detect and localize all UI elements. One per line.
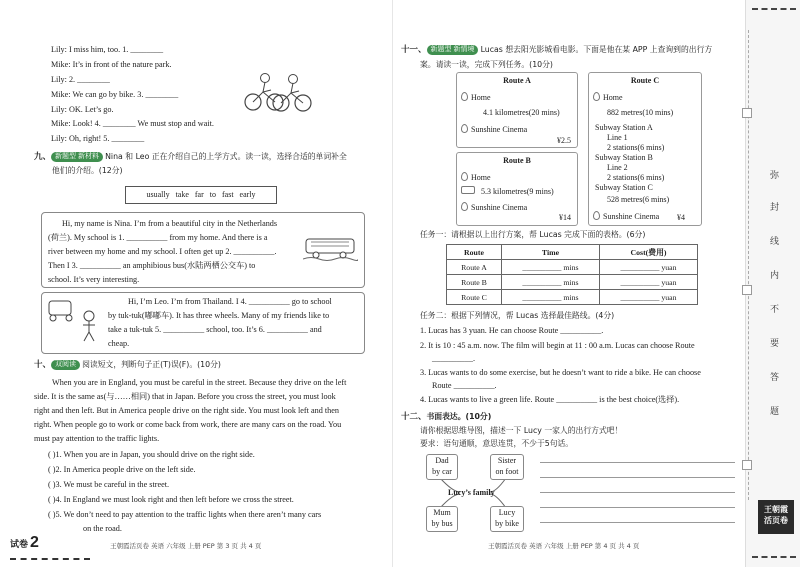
writing-line [540,507,735,508]
dialogue-line-5: Lily: OK. Let’s go. [51,105,114,114]
binding-hole [742,285,752,295]
nina-line-3: river between my home and my school. I often get up 2. __________. [48,247,277,256]
seal-char: 不 [770,305,780,315]
right-page [398,0,743,567]
dialogue-line-1: Lily: I miss him, too. 1. ________ [51,45,164,54]
seal-char: 内 [770,271,780,281]
table-row: Route B __________ mins __________ yuan [447,275,698,290]
table-row: Route C __________ mins __________ yuan [447,290,698,305]
seal-char: 弥 [770,171,780,181]
passage-line-2: side. It is the same as(与……相同) that in Japan. Before you cross the street, you must look [34,392,336,401]
task-1: 任务一：请根据以上出行方案，帮 Lucas 完成下面的表格。(6分) [420,230,646,239]
section-11-title-2: 案。请读一读，完成下列任务。(10分) [420,60,553,69]
mind-node-sister: Sister on foot [490,454,524,480]
route-c-card: Route C Home 882 metres(10 mins) Subway Station A Line 1 2 stations(6 mins) Subway Station B Line 2 2 stations(6 mins) Subway Station C 528 metres(6 mins) Sunshine Cinema ¥4 [588,72,702,226]
question-4: 4. Lucas wants to live a green life. Route __________ is the best choice(选择). [420,395,680,404]
nina-line-5: school. It’s very interesting. [48,275,140,284]
section-10-title: 十、 双阅读 阅读短文，判断句子正(T)误(F)。(10分) [34,359,221,369]
tuk-tuk-icon [45,298,77,324]
table-row: Route A __________ mins __________ yuan [447,260,698,275]
question-3: 3. Lucas wants to do some exercise, but he doesn’t want to ride a bike. He can choose [420,368,701,377]
fold-line [392,0,393,567]
nina-line-2: (荷兰). My school is 1. __________ from my home. And there is a [48,233,268,242]
leo-line-2: by tuk-tuk(嘟嘟车). It has three wheels. Many of my friends like to [108,311,330,320]
section-12-line-1: 请你根据思维导图，描述一下 Lucy 一家人的出行方式吧！ [420,426,623,435]
leo-line-1: Hi, I’m Leo. I’m from Thailand. I 4. __________ go to school [128,297,332,306]
tf-item-2: ( )2. In America people drive on the left side. [48,465,196,474]
writing-line [540,492,735,493]
car-icon [461,186,475,194]
tf-item-3: ( )3. We must be careful in the street. [48,480,170,489]
home-pin-icon [593,92,600,101]
binding-hole [742,460,752,470]
dialogue-line-4: Mike: We can go by bike. 3. ________ [51,90,179,99]
tf-item-4: ( )4. In England we must look right and then left before we cross the street. [48,495,294,504]
dialogue-line-3: Lily: 2. ________ [51,75,110,84]
passage-line-3: right and then left. But in America people drive on the right side. You must look left and then [34,406,339,415]
amphibious-bus-icon [303,234,358,262]
seal-char: 答 [770,373,780,383]
nina-line-1: Hi, my name is Nina. I’m from a beautiful city in the Netherlands [62,219,278,228]
table-header: Time [501,245,599,260]
table-header: Route [447,245,502,260]
boy-icon [80,310,98,342]
binding-dashed-line [748,30,749,500]
word-bank: usually take far to fast early [125,186,277,204]
strip-dashes-top [752,8,796,10]
mind-node-mum: Mum by bus [426,506,458,532]
section-9-title-2: 他们的介绍。(12分) [52,166,123,175]
seal-char: 线 [770,237,780,247]
question-1: 1. Lucas has 3 yuan. He can choose Route __________. [420,326,604,335]
mind-node-lucy: Lucy by bike [490,506,524,532]
section-12-title: 十二、书面表达。(10分) [401,411,492,421]
leo-line-3: take a tuk-tuk 5. __________ school, too. It’s 6. __________ and [108,325,322,334]
cinema-pin-icon [593,211,600,220]
section-11-title: 十一、 新题型 新情境 Lucas 想去阳光影城看电影。下面是他在某 APP 上查询到的出行方 [401,44,713,54]
passage-line-4: right. When people go to work or come back from work, there are many cars on the road. You [34,420,342,429]
question-2: 2. It is 10 : 45 a.m. now. The film will begin at 11 : 00 a.m. Lucas can choose Route [420,341,695,350]
cinema-pin-icon [461,124,468,133]
seal-char: 封 [770,203,780,213]
leo-line-4: cheap. [108,339,130,348]
route-a-card: Route A Home 4.1 kilometres(20 mins) Sunshine Cinema ¥2.5 [456,72,578,148]
route-b-card: Route B Home 5.3 kilometres(9 mins) Sunshine Cinema ¥14 [456,152,578,226]
dialogue-line-7: Lily: Oh, right! 5. ________ [51,134,145,143]
dialogue-line-6: Mike: Look! 4. ________ We must stop and wait. [51,119,214,128]
home-pin-icon [461,92,468,101]
dialogue-line-2: Mike: It’s in front of the nature park. [51,60,172,69]
footer-dashes-left [10,558,90,560]
writing-line [540,462,735,463]
passage-line-1: When you are in England, you must be careful in the street. Because they drive on the left [52,378,347,387]
question-2-cont: __________. [432,354,475,363]
brand-logo: 王朝霞 活页卷 [758,500,794,534]
mind-center: Lucy’s family [448,488,495,497]
task-2: 任务二：根据下列情况，帮 Lucas 选择最佳路线。(4分) [420,311,615,320]
mind-node-dad: Dad by car [426,454,458,480]
passage-line-5: must pay attention to the traffic lights. [34,434,160,443]
seal-char: 要 [770,339,780,349]
nina-line-4: Then I 3. __________ an amphibious bus(水陆两栖公交车) to [48,261,256,270]
footer-paper-label: 试卷 2 [10,534,39,551]
tf-item-5-cont: on the road. [83,524,122,533]
table-header: Cost(费用) [599,245,697,260]
question-3-cont: Route __________. [432,381,497,390]
writing-line [540,477,735,478]
binding-hole [742,108,752,118]
binding-strip [745,0,800,567]
seal-char: 题 [770,407,780,417]
cyclists-illustration [243,70,313,112]
section-9-title: 九、 新题型 新材料 Nina 和 Leo 正在介绍自己的上学方式。读一读，选择合适的单词补全 [34,151,347,161]
right-footer: 王朝霞活页卷 英语 六年级 上册 PEP 第 4 页 共 4 页 [488,542,640,550]
writing-line [540,522,735,523]
strip-dashes-bottom [752,556,796,558]
home-pin-icon [461,172,468,181]
left-page [0,0,390,567]
cinema-pin-icon [461,202,468,211]
section-12-line-2: 要求：语句通顺，意思连贯，不少于5句话。 [420,439,574,448]
tf-item-1: ( )1. When you are in Japan, you should drive on the right side. [48,450,255,459]
route-table [446,244,698,305]
left-footer: 王朝霞活页卷 英语 六年级 上册 PEP 第 3 页 共 4 页 [110,542,262,550]
tf-item-5: ( )5. We don’t need to pay attention to the traffic lights when there aren’t many cars [48,510,322,519]
